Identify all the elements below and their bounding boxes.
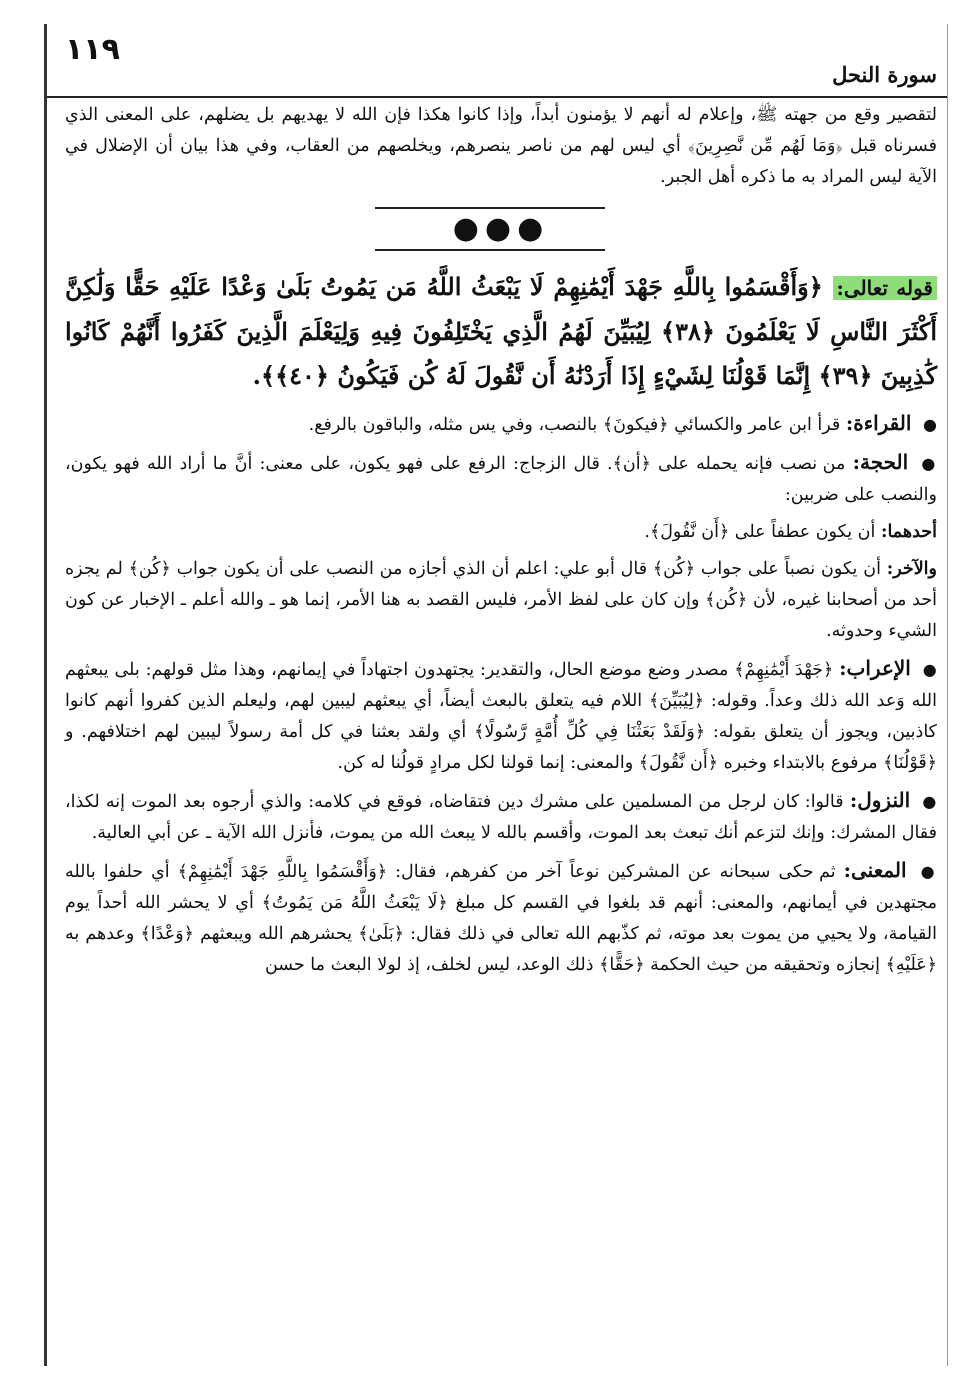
- part-term: أحدهما:: [880, 522, 937, 542]
- section-separator: [65, 199, 937, 261]
- verse-text: ﴿وَأَقْسَمُوا بِاللَّهِ جَهْدَ أَيْمَٰنِهِمْ لَا يَبْعَثُ اللَّهُ مَن يَمُوتُ بَلَىٰ وَعْدًا عَلَيْهِ حَقًّا وَلَٰكِنَّ أَكْثَرَ النَّاسِ لَا يَعْلَمُونَ ﴿٣٨﴾ لِيُبَيِّنَ لَهُمُ الَّذِي يَخْتَلِفُونَ فِيهِ وَلِيَعْلَمَ الَّذِينَ كَفَرُوا أَنَّهُمْ كَانُوا كَٰذِبِينَ ﴿٣٩﴾ إِنَّمَا قَوْلُنَا لِشَيْءٍ إِذَا أَرَدْنَٰهُ أَن نَّقُولَ لَهُ كُن فَيَكُونُ ﴿٤٠﴾﴾.: [65, 272, 938, 390]
- page: [44, 24, 948, 1366]
- verse-block: [65, 265, 937, 398]
- section-nuzul: [65, 785, 937, 849]
- section-qiraa: [65, 408, 937, 441]
- part-text: أن يكون نصباً على جواب ﴿كُن﴾ قال أبو علي: اعلم أن الذي أجازه من النصب على أن يكون جواب ﴿كُن﴾ لم يجزه أحد من أصحابنا غيره، لأن ﴿كُن﴾ وإن كان على لفظ الأمر، فليس القصد به هنا الأمر، إنما هو ـ والله أعلم ـ الإخبار عن كون الشيء وحدوثه.: [65, 559, 937, 641]
- section-maana: [65, 855, 937, 981]
- section-text: من نصب فإنه يحمله على ﴿أن﴾. قال الزجاج: الرفع على فهو يكون، على معنى: أنَّ ما أراد الله فهو يكون، والنصب على ضربين:: [65, 454, 937, 505]
- page-number: ١١٩: [65, 32, 120, 67]
- section-term: القراءة:: [845, 411, 912, 435]
- bullet-icon: ●: [921, 454, 937, 473]
- section-iraab: [65, 653, 937, 779]
- page-content: [65, 100, 937, 987]
- part-term: والآخر:: [886, 559, 937, 579]
- bullet-icon: ●: [922, 792, 937, 811]
- section-term: الحجة:: [852, 450, 909, 474]
- part-text: أن يكون عطفاً على ﴿أَن نَّقُولَ﴾.: [644, 522, 876, 542]
- page-header: [47, 24, 947, 98]
- section-text: ﴿جَهْدَ أَيْمَٰنِهِمْ﴾ مصدر وضع موضع الحال، والتقدير: يجتهدون اجتهاداً في إيمانهم، وهذا مثل قولهم: بلى يبعثهم الله وَعد الله ذلك وعداً. وقوله: ﴿لِيُبَيِّنَ﴾ اللام فيه يتعلق بالبعث أيضاً، أي يبعثهم ليبين لهم، وليعلم الذين كفروا أنهم كانوا كاذبين، ويجوز أن يتعلق بقوله: ﴿وَلَقَدْ بَعَثْنَا فِي كُلِّ أُمَّةٍ رَّسُولًا﴾ أي ولقد بعثنا في كل أمة رسولاً ليبين لهم اختلافهم. و ﴿قَوْلُنَا﴾ مرفوع بالابتداء وخبره ﴿أَن نَّقُولَ﴾ والمعنى: إنما قولنا لكل مرادٍ قولُنا له كن.: [65, 660, 937, 773]
- section-text: قالوا: كان لرجل من المسلمين على مشرك دين فتقاضاه، فوقع في كلامه: والذي أرجوه بعد الموت إنه لكذا، فقال المشرك: وإنك لتزعم أنك تبعث بعد الموت، وأقسم بالله لا يبعث الله من يموت، فأنزل الله الآية ـ عن أبي العالية.: [65, 792, 937, 843]
- section-text: ثم حكى سبحانه عن المشركين نوعاً آخر من كفرهم، فقال: ﴿وَأَقْسَمُوا بِاللَّهِ جَهْدَ أَيْمَٰنِهِمْ﴾ أي حلفوا بالله مجتهدين في أيمانهم، والمعنى: أنهم قد بلغوا في القسم كل مبلغ ﴿لَا يَبْعَثُ اللَّهُ مَن يَمُوتُ﴾ أي لا يحشر الله أحداً يوم القيامة، ولا يحيي من يموت بعد موته، ثم كذّبهم الله تعالى في ذلك فقال: ﴿بَلَىٰ﴾ يحشرهم الله ويبعثهم ﴿وَعْدًا﴾ وعدهم به ﴿عَلَيْهِ﴾ إنجازه وتحقيقه من حيث الحكمة ﴿حَقًّا﴾ ذلك الوعد، ليس لخلف، إذ لولا البعث ما حسن: [65, 862, 937, 975]
- separator-line-top: [375, 207, 605, 209]
- hujja-part-first: [65, 517, 937, 548]
- section-hujja: [65, 447, 937, 511]
- intro-paragraph: لتقصير وقع من جهته ﷺ، وإعلام له أنهم لا يؤمنون أبداً، وإذا كانوا هكذا فإن الله لا يهديهم بل يضلهم، على المعنى الذي فسرناه قبل ﴿وَمَا لَهُم مِّن نَّصِرِينَ﴾ أي ليس لهم من ناصر ينصرهم، ويخلصهم من العقاب، وفي هذا بيان أن الإضلال في الآية ليس المراد به ما ذكره أهل الجبر.: [65, 105, 937, 187]
- bullet-icon: ●: [923, 415, 937, 434]
- section-text: قرأ ابن عامر والكسائي ﴿فيكونَ﴾ بالنصب، وفي يس مثله، والباقون بالرفع.: [308, 415, 841, 435]
- verse-label: قوله تعالى:: [833, 276, 938, 300]
- surah-title: سورة النحل: [832, 62, 937, 87]
- section-term: الإعراب:: [839, 656, 911, 680]
- bullet-icon: ●: [922, 660, 937, 679]
- bullet-icon: ●: [920, 862, 937, 881]
- hujja-part-second: [65, 554, 937, 647]
- section-term: المعنى:: [843, 858, 907, 882]
- section-term: النزول:: [849, 788, 911, 812]
- separator-line-bottom: [375, 249, 605, 251]
- separator-dots: ●●●: [452, 211, 550, 246]
